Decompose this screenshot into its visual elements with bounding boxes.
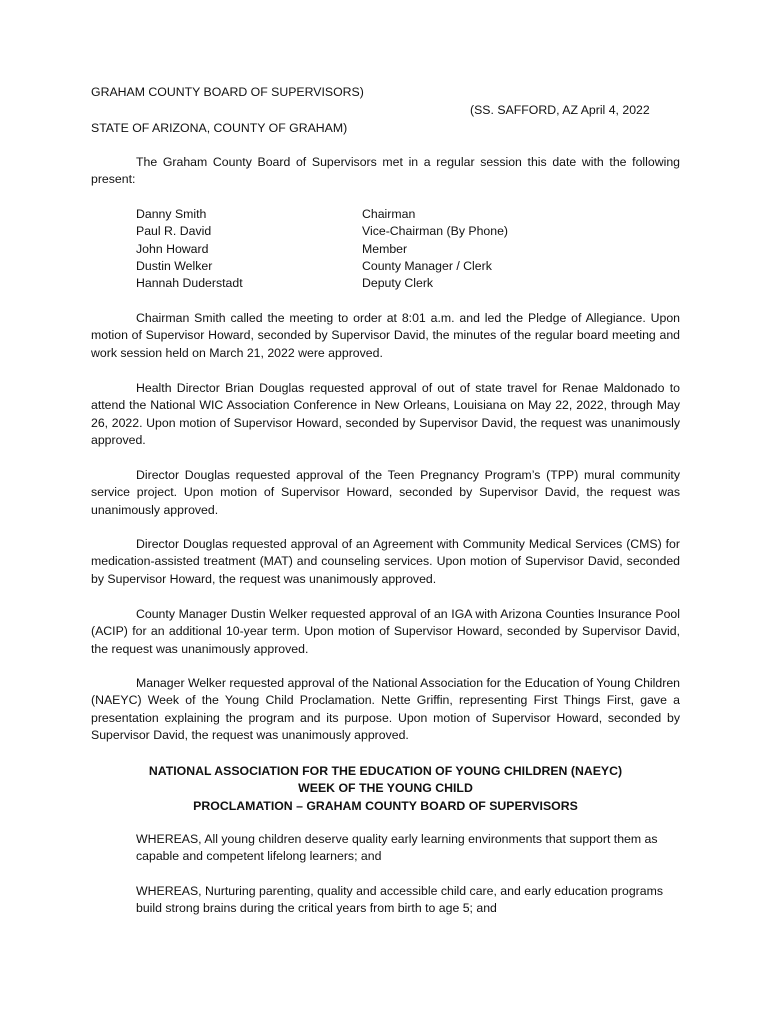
whereas-clause: WHEREAS, All young children deserve quality early learning environments that support them as capable and competent lifelong learners; and bbox=[136, 832, 658, 864]
attendee-role: Chairman bbox=[362, 207, 416, 221]
attendee-row bbox=[136, 275, 556, 292]
attendee-row bbox=[136, 223, 556, 240]
minutes-paragraph: Manager Welker requested approval of the National Association for the Education of Young Children (NAEYC) Week of the Young Child Proclamation. Nette Griffin, representing First Things First, gave a presentation explaining the program and its purpose. Upon motion of Supervisor Howard, seconded by Supervisor David, the request was unanimously approved. bbox=[91, 676, 680, 742]
header-board-line: GRAHAM COUNTY BOARD OF SUPERVISORS) bbox=[91, 85, 364, 99]
minutes-paragraph: County Manager Dustin Welker requested approval of an IGA with Arizona Counties Insurance Pool (ACIP) for an additional 10-year term. Upon motion of Supervisor Howard, seconded by Supervisor David, the request was unanimously approved. bbox=[91, 607, 680, 656]
proclamation-title-line: NATIONAL ASSOCIATION FOR THE EDUCATION OF YOUNG CHILDREN (NAEYC) bbox=[148, 764, 623, 778]
whereas-clause: WHEREAS, Nurturing parenting, quality and accessible child care, and early education programs build strong brains during the critical years from birth to age 5; and bbox=[136, 884, 663, 916]
proclamation-title-line: PROCLAMATION – GRAHAM COUNTY BOARD OF SUPERVISORS bbox=[193, 798, 578, 813]
attendee-name: Hannah Duderstadt bbox=[136, 276, 243, 291]
attendee-name: Dustin Welker bbox=[136, 258, 213, 273]
proclamation-heading bbox=[91, 763, 680, 815]
intro-paragraph: The Graham County Board of Supervisors met in a regular session this date with the following present: bbox=[91, 155, 680, 187]
attendee-role: Member bbox=[362, 241, 408, 256]
header-location-date: (SS. SAFFORD, AZ April 4, 2022 bbox=[470, 103, 650, 117]
attendee-name: Danny Smith bbox=[136, 207, 207, 221]
attendee-role: Vice-Chairman (By Phone) bbox=[362, 224, 509, 239]
minutes-paragraph: Health Director Brian Douglas requested approval of out of state travel for Renae Maldonado to attend the National WIC Association Conference in New Orleans, Louisiana on May 22, 2022, through May 26, 2022. Upon motion of Supervisor Howard, seconded by Supervisor David, the request was unanimously approved. bbox=[91, 381, 680, 447]
header-state-line: STATE OF ARIZONA, COUNTY OF GRAHAM) bbox=[91, 121, 348, 135]
attendee-row bbox=[136, 241, 556, 258]
attendee-list bbox=[136, 206, 556, 292]
minutes-paragraph: Director Douglas requested approval of the Teen Pregnancy Program’s (TPP) mural community service project. Upon motion of Supervisor Howard, seconded by Supervisor David, the request was unanimously approved. bbox=[91, 468, 680, 517]
attendee-name: John Howard bbox=[136, 241, 209, 256]
attendee-row bbox=[136, 258, 556, 275]
minutes-paragraph: Chairman Smith called the meeting to order at 8:01 a.m. and led the Pledge of Allegiance. Upon motion of Supervisor Howard, seconded by Supervisor David, the minutes of the regular board meeting and work session held on March 21, 2022 were approved. bbox=[91, 311, 680, 360]
minutes-paragraph: Director Douglas requested approval of an Agreement with Community Medical Services (CMS) for medication-assisted treatment (MAT) and counseling services. Upon motion of Supervisor David, seconded by Supervisor Howard, the request was unanimously approved. bbox=[91, 537, 680, 586]
attendee-role: County Manager / Clerk bbox=[362, 258, 492, 273]
attendee-name: Paul R. David bbox=[136, 224, 212, 239]
attendee-row bbox=[136, 206, 556, 223]
attendee-role: Deputy Clerk bbox=[362, 276, 434, 291]
proclamation-title-line: WEEK OF THE YOUNG CHILD bbox=[298, 781, 473, 796]
